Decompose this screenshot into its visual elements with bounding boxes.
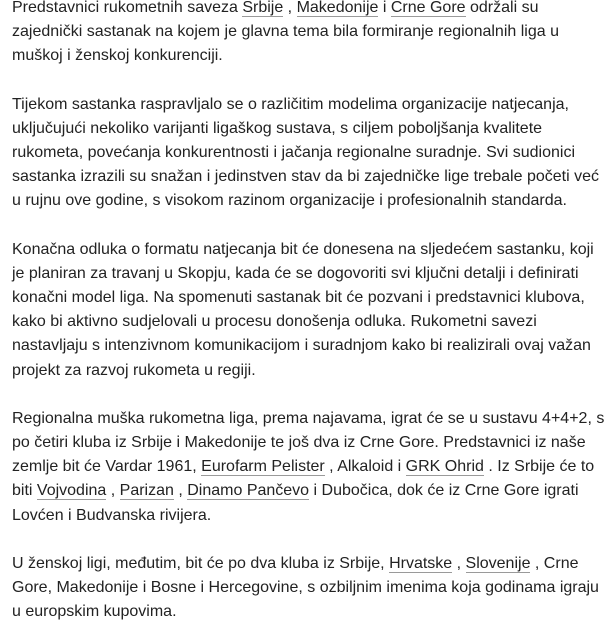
text-run: Regionalna muška rukometna liga, prema najavama, igrat će se u sustavu 4+4+2, s po četiri kluba iz Srbije i Makedonije te još dva iz Crne Gore. Predstavnici iz naše zemlje bit će Vardar 1961,: [12, 409, 605, 476]
link-crne-gore[interactable]: Crne Gore: [390, 0, 466, 16]
text-run: i: [378, 0, 391, 16]
text-run: . Iz Srbije će to biti: [12, 458, 595, 500]
link-parizan[interactable]: Parizan: [119, 482, 174, 500]
paragraph-womens-league: [12, 552, 608, 625]
link-dinamo-pancevo[interactable]: Dinamo Pančevo: [187, 482, 310, 500]
text-run: održali su zajednički sastanak na kojem je glavna tema bila formiranje regionalnih liga u muškoj i ženskoj konkurenciji.: [12, 0, 559, 65]
link-grk-ohrid[interactable]: GRK Ohrid: [405, 458, 484, 476]
paragraph-decision: Konačna odluka o formatu natjecanja bit će donesena na sljedećem sastanku, koji je planiran za travanj u Skopju, kada će se dogovoriti svi ključni detalji i definirati konačni model liga. Na spomenuti sastanak bit će pozvani i predstavnici klubova, kako bi aktivno sudjelovali u procesu donošenja odluka. Rukometni savezi nastavljaju s intenzivnom komunikacijom i suradnjom kako bi realizirali ovaj važan projekt za razvoj rukometa u regiji.: [12, 240, 594, 379]
text-run: ,: [283, 0, 297, 16]
text-run: , Crne Gore, Makedonije i Bosne i Hercegovine, s ozbiljnim imenima koja godinama igraju u europskim kupovima.: [12, 554, 599, 621]
text-run: i Dubočica, dok će iz Crne Gore igrati Lovćen i Budvanska rivijera.: [12, 482, 579, 524]
text-run: Predstavnici rukometnih saveza: [12, 0, 243, 16]
link-makedonije[interactable]: Makedonije: [296, 0, 379, 16]
text-run: ,: [452, 554, 466, 572]
link-srbije[interactable]: Srbije: [242, 0, 284, 16]
text-run: ,: [106, 482, 120, 500]
text-run: , Alkaloid i: [324, 458, 406, 476]
link-hrvatske[interactable]: Hrvatske: [389, 554, 453, 572]
text-run: U ženskoj ligi, međutim, bit će po dva kluba iz Srbije,: [12, 554, 390, 572]
link-vojvodina[interactable]: Vojvodina: [36, 482, 107, 500]
paragraph-mens-league: [12, 407, 608, 528]
paragraph-intro: [12, 0, 608, 69]
text-run: ,: [173, 482, 188, 500]
paragraph-meeting: Tijekom sastanka raspravljalo se o različitim modelima organizacije natjecanja, uključujući nekoliko varijanti ligaškog sustava, s ciljem poboljšanja kvalitete rukometa, povećanja konkurentnosti i jačanja regionalne suradnje. Svi sudionici sastanka izrazili su snažan i jedinstven stav da bi zajedničke lige trebale početi već u rujnu ove godine, s visokom razinom organizacije i profesionalnih standarda.: [12, 95, 599, 210]
link-eurofarm-pelister[interactable]: Eurofarm Pelister: [201, 458, 325, 476]
link-slovenije[interactable]: Slovenije: [465, 554, 531, 572]
